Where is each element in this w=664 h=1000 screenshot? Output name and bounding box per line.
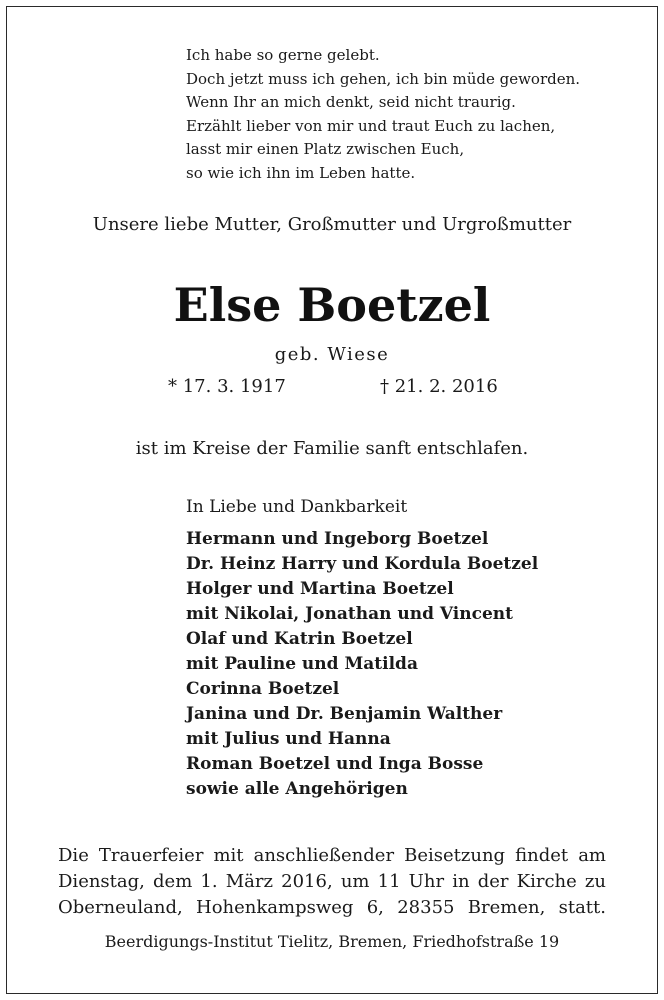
family-list	[186, 527, 538, 802]
family-member: Corinna Boetzel	[186, 679, 340, 699]
undertaker-line: Beerdigungs-Institut Tielitz, Bremen, Friedhofstraße 19	[104, 932, 560, 951]
family-member: sowie alle Angehörigen	[186, 779, 408, 799]
family-member: Roman Boetzel und Inga Bosse	[186, 754, 484, 774]
poem-line: so wie ich ihn im Leben hatte.	[186, 163, 416, 182]
deceased-name: Else Boetzel	[173, 278, 491, 332]
funeral-info	[58, 843, 606, 921]
family-member: Dr. Heinz Harry und Kordula Boetzel	[186, 554, 539, 574]
passed-text: ist im Kreise der Familie sanft entschlafen.	[135, 438, 529, 459]
birth-date: * 17. 3. 1917	[168, 376, 286, 397]
poem	[186, 44, 580, 185]
family-member: Hermann und Ingeborg Boetzel	[186, 529, 489, 549]
poem-line: Ich habe so gerne gelebt.	[186, 46, 380, 64]
funeral-line: Dienstag, dem 1. März 2016, um 11 Uhr in der Kirche zu	[58, 871, 606, 892]
family-member: Olaf und Katrin Boetzel	[186, 629, 413, 649]
family-member: mit Pauline und Matilda	[186, 654, 418, 674]
funeral-line: Die Trauerfeier mit anschließender Beisetzung findet am	[58, 845, 606, 866]
poem-line: Wenn Ihr an mich denkt, seid nicht traurig.	[186, 93, 516, 111]
maiden-name: geb. Wiese	[274, 344, 390, 365]
poem-line: Erzählt lieber von mir und traut Euch zu lachen,	[186, 116, 556, 135]
intro-text: Unsere liebe Mutter, Großmutter und Urgroßmutter	[92, 214, 572, 235]
gratitude-line: In Liebe und Dankbarkeit	[186, 497, 408, 517]
family-member: mit Nikolai, Jonathan und Vincent	[186, 604, 513, 624]
funeral-line: Oberneuland, Hohenkampsweg 6, 28355 Bremen, statt.	[58, 897, 606, 918]
family-member: mit Julius und Hanna	[186, 729, 391, 749]
family-member: Janina und Dr. Benjamin Walther	[186, 704, 503, 724]
family-member: Holger und Martina Boetzel	[186, 579, 454, 599]
poem-line: lasst mir einen Platz zwischen Euch,	[186, 140, 465, 158]
death-date: † 21. 2. 2016	[380, 376, 498, 397]
poem-line: Doch jetzt muss ich gehen, ich bin müde geworden.	[186, 69, 581, 88]
